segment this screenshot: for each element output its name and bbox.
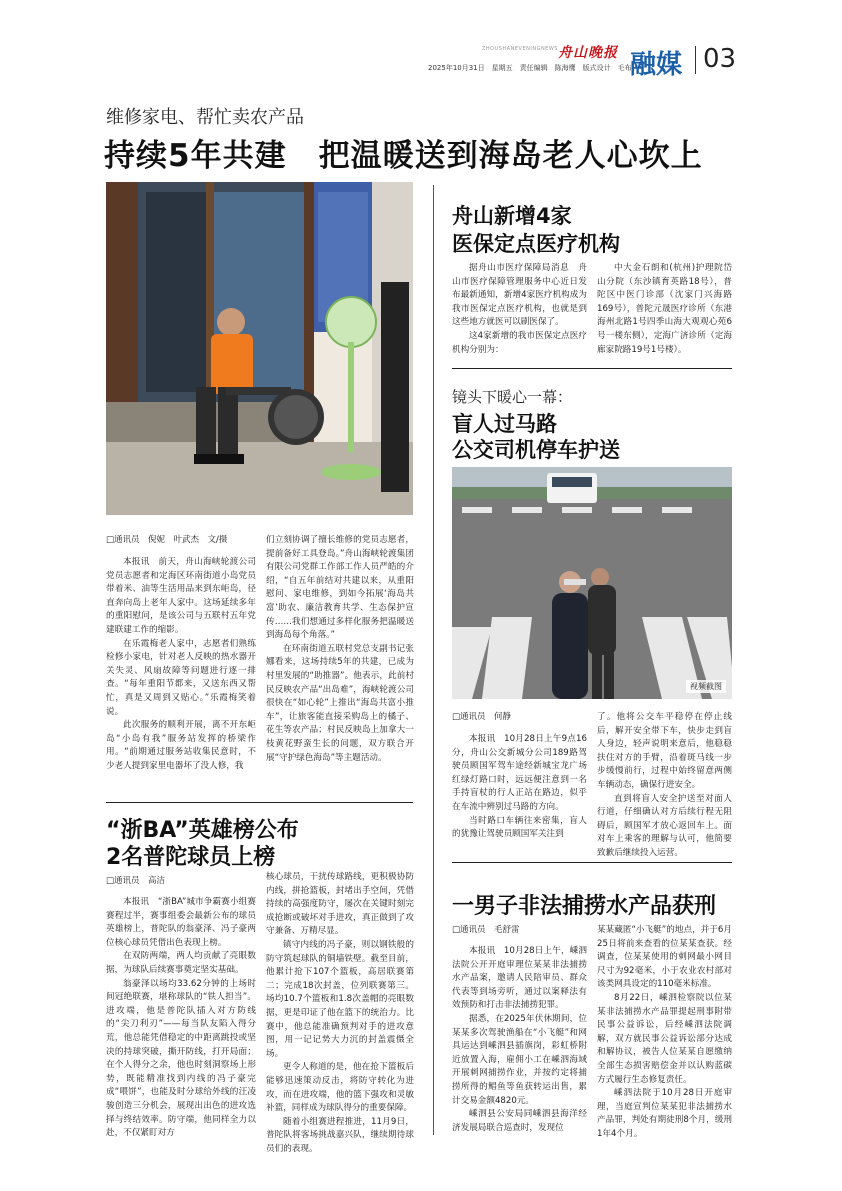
hospital-column-1 bbox=[452, 262, 587, 357]
zheba-col2-para: 随着小组赛进程推进，11月9日，普陀队将客场挑战嘉兴队，继续期待球员们的表现。 bbox=[266, 1116, 414, 1154]
blind-headline-2: 公交司机停车护送 bbox=[452, 438, 620, 462]
zheba-column-1 bbox=[106, 896, 256, 1141]
lead-col2-para: 们立刻协调了擅长维修的党员志愿者，提前备好工具登岛。”舟山海峡轮渡集团有限公司党群工作部工作人员严皓的介绍，“自五年前结对共建以来，从重阳慰问、家电维修，到如今拓展‘海岛共富’助农、廉洁教育共学、生态保护宣传……我们想通过多样化服务把温暖送到海岛每个角落。” bbox=[266, 535, 414, 641]
lead-headline: 持续5年共建 把温暖送到海岛老人心坎上 bbox=[104, 138, 703, 174]
zheba-headline-2: 2名普陀球员上榜 bbox=[106, 845, 276, 870]
zheba-byline: □通讯员 高洁 bbox=[106, 876, 166, 886]
zheba-col2-para: 更令人称道的是，他在抢下篮板后能够迅速策动反击，将防守转化为进攻，而在进攻端，他的篮下强攻和灵敏补篮，同样成为球队得分的重要保障。 bbox=[266, 1062, 414, 1114]
hospital-column-2 bbox=[597, 262, 732, 357]
lead-column-2 bbox=[266, 534, 414, 765]
zheba-col2-para: 核心球员，干扰传球路线，更积极协防内线，拼抢篮板，封堵出手空间，凭借持续的高强度防守，屡次在关键时刻完成抢断或破坏对手进攻，真正做到了攻守兼备、万精尽显。 bbox=[266, 872, 414, 937]
fishing-column-2 bbox=[597, 924, 732, 1142]
blind-col2-para: 直到将盲人安全护送至对面人行道，仔细确认对方后续行程无阻碍后，顾国军才放心返回车上。面对车上乘客的理解与认可，他简要致歉后继续投入运营。 bbox=[597, 793, 732, 858]
zheba-col1-para: 翁豪泽以场均33.62分钟的上场时间冠绝联赛，堪称球队的“铁人担当”。进攻端，他是普陀队插入对方防线的“尖刀利刃”——每当队友陷入得分荒，他总能凭借稳定的中距离跳投或坚决的持球突破，撕开防线，打开局面；在个人得分之余，他也时刻洞察场上形势，既能精准找到内线的冯子豪完成“喂饼”，也能及时分球给外线的汪凌骏创造三分机会，展现出出色的进攻选择与终结效率。防守端，他同样全力以赴，不仅紧盯对方 bbox=[106, 978, 256, 1139]
zheba-col1-para: 在双防两端，两人均贡献了亮眼数据，为球队后续赛事奠定坚实基础。 bbox=[106, 951, 256, 975]
zheba-headline-1: “浙BA”英雄榜公布 bbox=[106, 818, 299, 843]
fishing-headline: 一男子非法捕捞水产品获刑 bbox=[452, 894, 717, 919]
blind-col1-para: 本报讯 10月28日上午9点16分，舟山公交新城分公司189路驾驶员顾国军驾车途经新城宝龙广场红绿灯路口时，远远便注意到一名手持盲杖的行人正站在路边，似乎在车流中辨别过马路的方向。 bbox=[452, 734, 587, 812]
blind-headline-1: 盲人过马路 bbox=[452, 412, 557, 436]
section-name: 融媒 bbox=[630, 50, 683, 80]
masthead-site: ZHOUSHANEVENINGNEWS bbox=[482, 46, 558, 52]
zheba-col2-para: 镇守内线的冯子豪，则以钢铁般的防守筑起球队的铜墙铁壁。截至目前，他累计抢下107个篮板，高居联赛第二；完成18次封盖，位列联赛第三。场均10.7个篮板和1.8次盖帽的亮眼数据，更是印证了他在篮下的统治力。比赛中，他总能准确预判对手的进攻意图，用一记记势大力沉的封盖震慑全场。 bbox=[266, 939, 414, 1059]
lead-bottom-rule bbox=[106, 802, 413, 803]
photo-caption-label: 视频截图 bbox=[686, 680, 726, 693]
fishing-column-1 bbox=[452, 945, 587, 1135]
blind-kicker: 镜头下暖心一幕： bbox=[452, 388, 573, 406]
blind-column-2 bbox=[597, 711, 732, 861]
lead-photo bbox=[106, 182, 413, 515]
hospital-headline-2: 医保定点医疗机构 bbox=[452, 232, 620, 256]
blind-bottom-rule bbox=[452, 862, 732, 863]
zheba-col1-para: 本报讯 “浙BA”城市争霸赛小组赛赛程过半，赛事组委会最新公布的球员英雄榜上，普陀队的翁豪泽、冯子豪两位核心球员凭借出色表现上榜。 bbox=[106, 897, 256, 948]
fishing-col2-para: 某某藏匿“小飞艇”的地点，并于6月25日将前来查看的位某某查获。经调查，位某某使用的刺网最小网目尺寸为92毫米，小于农业农村部对该类网具设定的110毫米标准。 bbox=[597, 925, 732, 990]
masthead bbox=[420, 40, 750, 80]
masthead-divider bbox=[695, 46, 696, 74]
hospital-headline-1: 舟山新增4家 bbox=[452, 204, 572, 228]
fishing-col1-para: 据悉，在2025年伏休期间，位某某多次驾驶渔船在“小飞艇”和网具运达到嵊泗县插旗岗，彩虹桥附近放置入海，雇佣小工在嵊泗海域开展刺网捕捞作业，并按约定将捕捞所得的鲳鱼等鱼获转运出售，累计交易金额4820元。 bbox=[452, 1013, 587, 1106]
page-number: 03 bbox=[703, 44, 737, 74]
fishing-byline: □通讯员 毛舒雷 bbox=[452, 925, 520, 935]
fishing-col2-para: 8月22日，嵊泗检察院以位某某非法捕捞水产品罪提起刑事附带民事公益诉讼，后经嵊泗法院调解，双方就民事公益诉讼部分达成和解协议，被告人位某某自愿缴纳全部生态损害赔偿金并以认购蓝碳方式履行生态修复责任。 bbox=[597, 992, 732, 1085]
lead-byline: □通讯员 倪妮 叶武杰 文/摄 bbox=[106, 535, 228, 545]
blind-byline: □通讯员 何静 bbox=[452, 712, 512, 722]
lead-col1-para: 此次服务的顺利开展，离不开东岠岛“小岛有我”服务站发挥的桥梁作用。“前期通过服务站收集民意时，不少老人提到家里电器坏了没人修，我 bbox=[106, 720, 256, 771]
lead-kicker: 维修家电、帮忙卖农产品 bbox=[106, 107, 304, 128]
hospital-col1-para: 这4家新增的我市医保定点医疗机构分别为： bbox=[452, 330, 587, 355]
column-divider bbox=[433, 185, 434, 1135]
lead-col1-para: 在乐霞梅老人家中，志愿者们熟练检修小家电，针对老人反映的热水器开关失灵、风扇故障等问题进行逐一排查。“每年重阳节都来，又送东西又帮忙，真是又周到又贴心。”乐霞梅笑着说。 bbox=[106, 638, 256, 717]
hospital-bottom-rule bbox=[452, 368, 732, 369]
lead-col1-para: 本报讯 前天，舟山海峡轮渡公司党员志愿者和定海区环南街道小岛党员带着米、油等生活用品来到东岠岛，径直奔向岛上老年人家中。这场延续多年的重阳慰问，是该公司与五联村五年党建联建工作的缩影。 bbox=[106, 557, 256, 635]
blind-photo bbox=[452, 467, 732, 699]
zheba-column-2 bbox=[266, 871, 414, 1156]
hospital-col2-para: 中大金石朗和(杭州)护理院岱山分院（东沙镇育英路18号），普陀区中医门诊部（沈家门兴海路169号），普陀元晟医疗诊所（东港海州北路1号四季山海大观观心苑6号一楼东侧），定海广济诊所（定海廊家院路19号1号楼）。 bbox=[597, 263, 732, 355]
blind-col1-para: 当时路口车辆往来密集，盲人的犹豫让驾驶员顾国军关注到 bbox=[452, 815, 587, 840]
fishing-col2-para: 嵊泗法院于10月28日开庭审理，当庭宣判位某某犯非法捕捞水产品罪，判处有期徒刑8个月，缓刑1年4个月。 bbox=[597, 1088, 732, 1139]
fishing-col1-para: 本报讯 10月28日上午，嵊泗法院公开开庭审理位某某非法捕捞水产品案，邀请人民陪审员、群众代表等到场旁听，通过以案释法有效预防和打击非法捕捞犯罪。 bbox=[452, 946, 587, 1011]
blind-column-1 bbox=[452, 733, 587, 842]
hospital-col1-para: 据舟山市医疗保障局消息 舟山市医疗保障管理服务中心近日发布最新通知，新增4家医疗机构成为我市医保定点医疗机构，也就是到这些地方就医可以刷医保了。 bbox=[452, 263, 587, 328]
masthead-logo: 舟山晚报 bbox=[558, 45, 618, 61]
lead-column-1 bbox=[106, 556, 256, 774]
blind-col2-para: 了。他将公交车平稳停在停止线后，解开安全带下车，快步走到盲人身边，轻声说明来意后，他稳稳扶住对方的手臂，沿着斑马线一步步缓慢前行，过程中始终留意两侧车辆动态，确保行进安全。 bbox=[597, 712, 732, 790]
lead-col2-para: 在环南街道五联村党总支副书记张娜看来，这场持续5年的共建，已成为村里发展的“助推器”。他表示，此前村民反映农产品“出岛难”，海峡轮渡公司很快在“如心轮”上推出“海岛共富小推车”，让旅客能直接采购岛上的橘子、花生等农产品；村民反映岛上加拿大一枝黄花野蛮生长的问题，双方联合开展“守护绿色海岛”等主题活动。 bbox=[266, 643, 414, 763]
fishing-col1-para: 嵊泗县公安局同嵊泗县海洋经济发展局联合巡查时，发现位 bbox=[452, 1109, 587, 1133]
masthead-meta: 2025年10月31日 星期五 责任编辑 陈海鹰 版式设计 毛布 bbox=[428, 64, 632, 72]
